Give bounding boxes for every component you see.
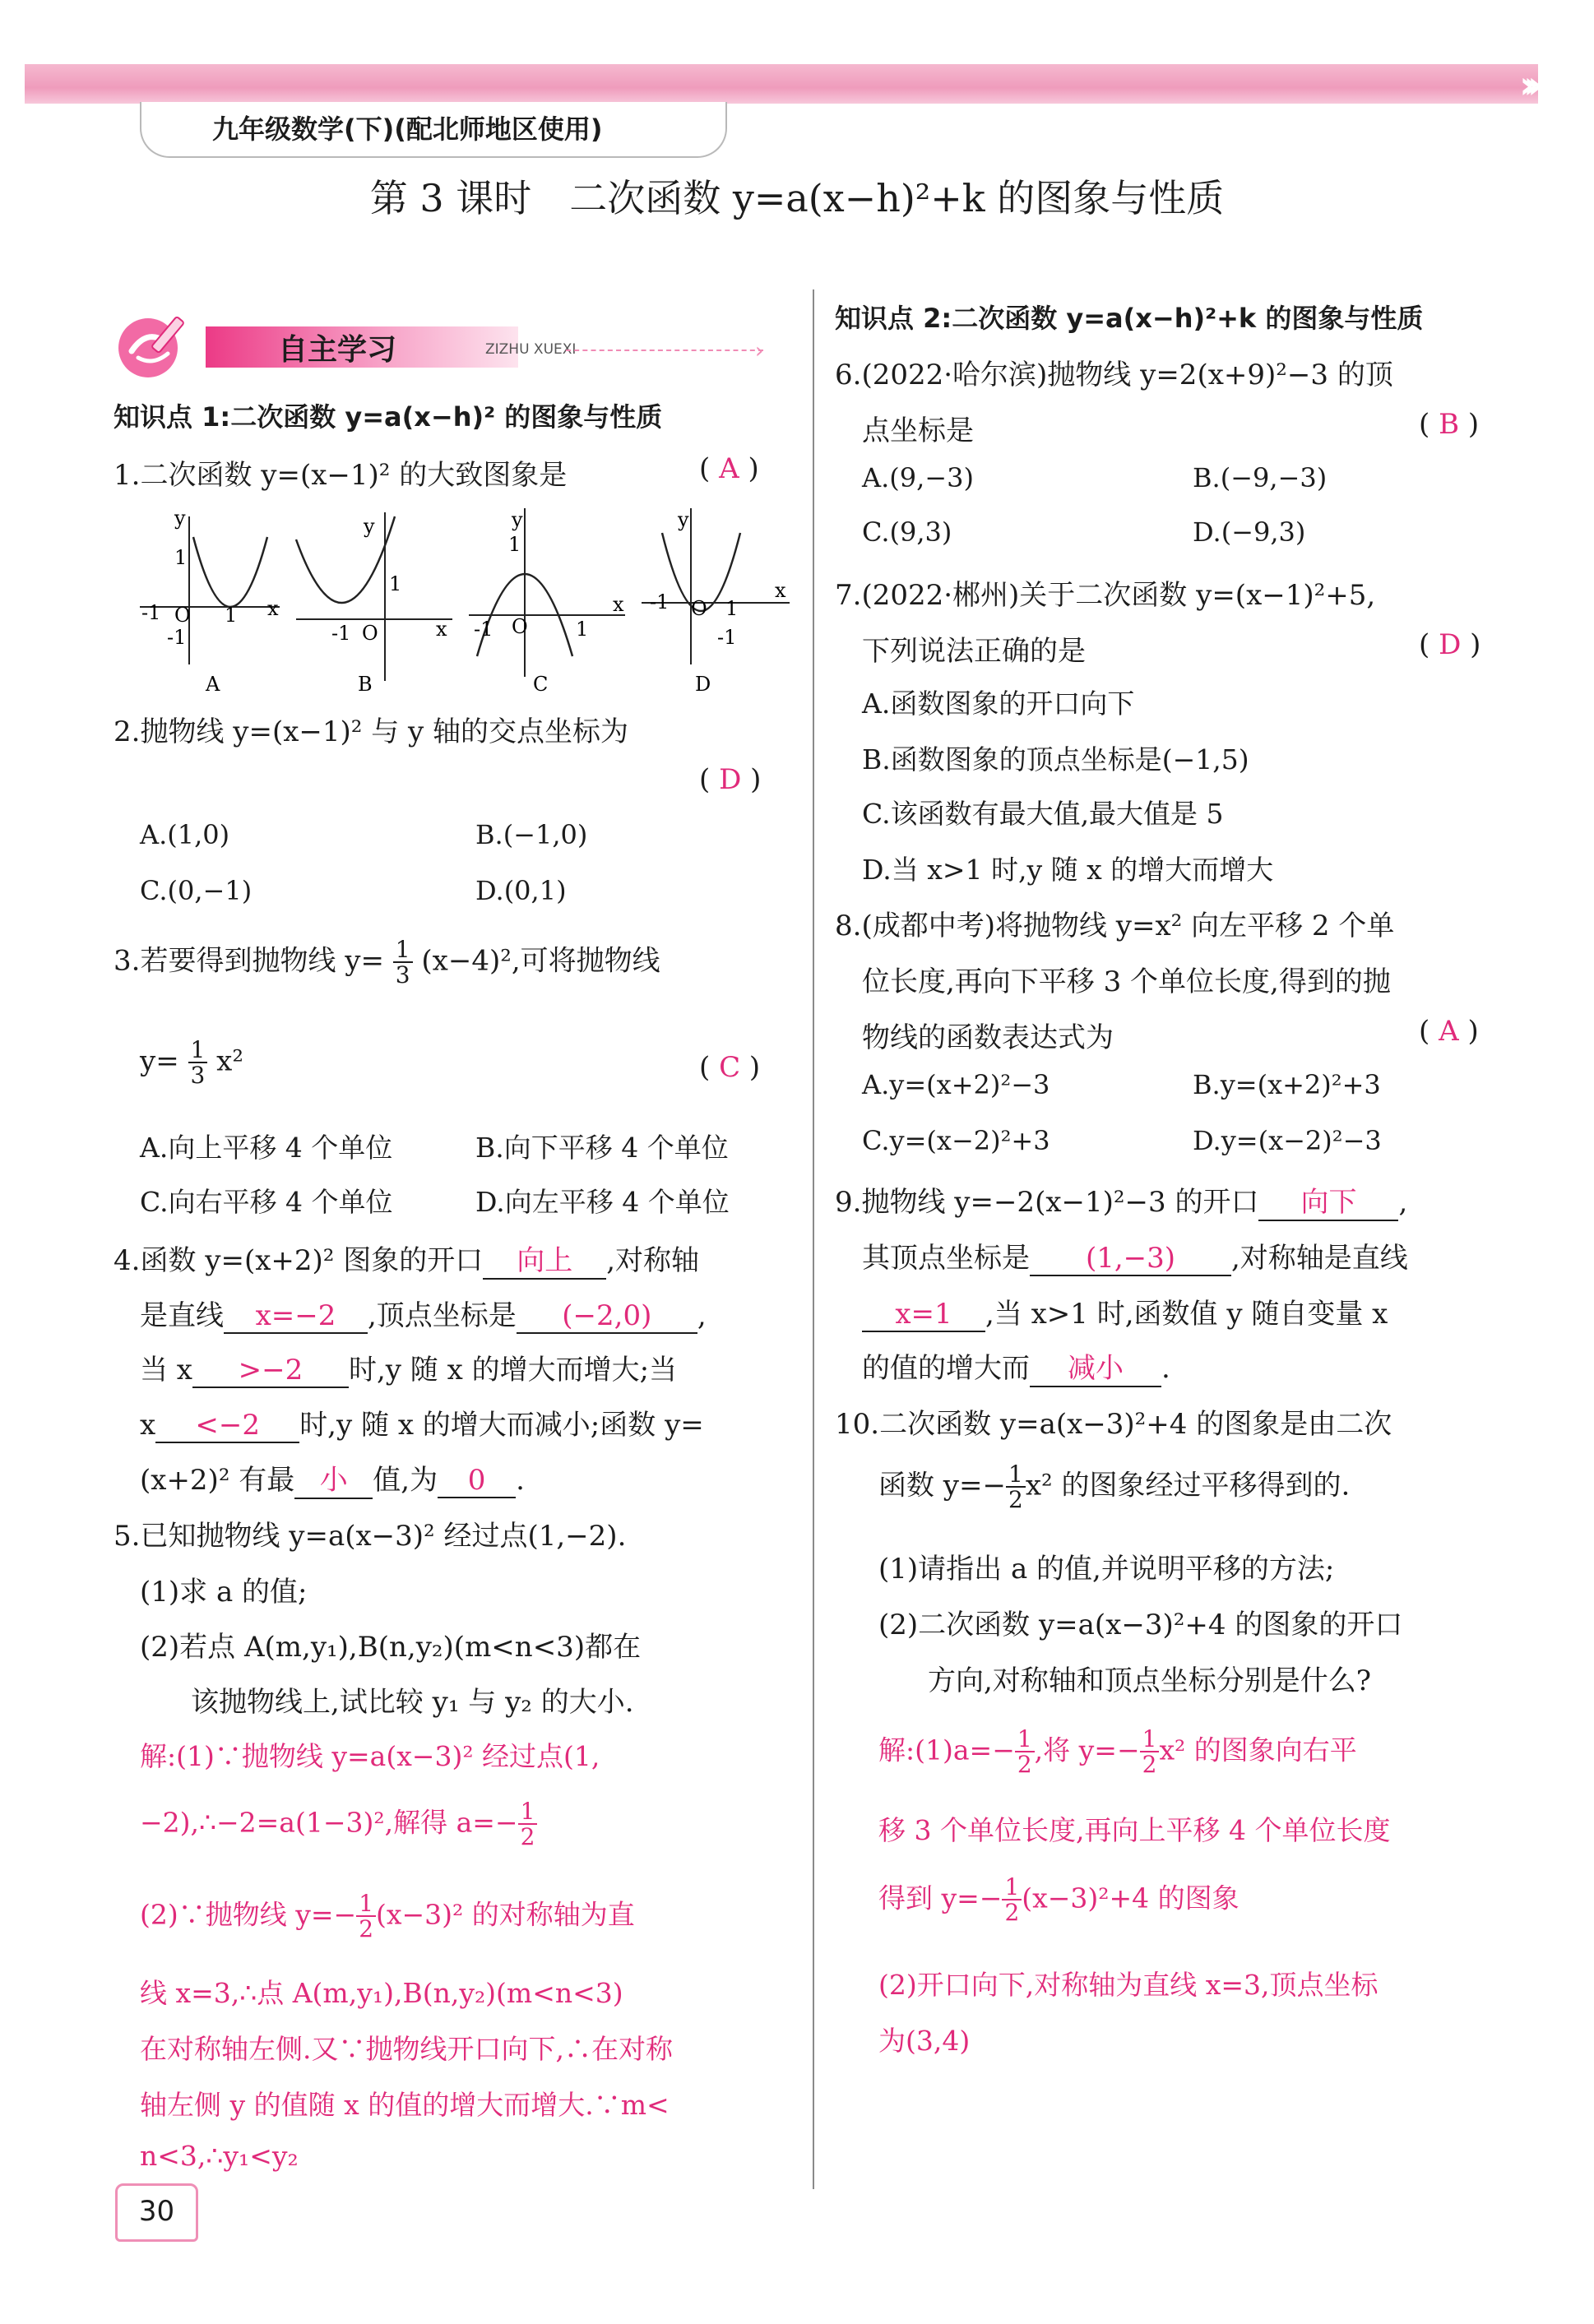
svg-text:1: 1 [725, 597, 739, 620]
q5-solution-2c: 线 x=3,∴点 A(m,y₁),B(n,y₂)(m<n<3) [140, 1977, 623, 2009]
q5-solution-2e: 轴左侧 y 的值随 x 的值的增大而增大.∵m< [140, 2089, 670, 2121]
header-band [25, 62, 1538, 107]
q5-sub2a: (2)若点 A(m,y₁),B(n,y₂)(m<n<3)都在 [140, 1631, 642, 1664]
knowledge-point-2: 知识点 2:二次函数 y=a(x−h)²+k 的图象与性质 [835, 303, 1424, 334]
q7-stem-b: 下列说法正确的是 [862, 635, 1086, 668]
q10-sub2b: 方向,对称轴和顶点坐标分别是什么? [928, 1664, 1372, 1697]
q8-option-b: B.y=(x+2)²+3 [1193, 1069, 1381, 1100]
svg-text:-1: -1 [650, 590, 670, 613]
q6-stem-b: 点坐标是 [862, 414, 974, 447]
q8-option-a: A.y=(x+2)²−3 [862, 1069, 1050, 1100]
q5-solution-1b: −2),∴−2=a(1−3)²,解得 a=− $\frac{1}{2}$ [140, 1799, 537, 1849]
q10-fraction: $\frac{1}{2}$ [1006, 1462, 1026, 1512]
svg-text:-1: -1 [717, 626, 737, 649]
q8-option-d: D.y=(x−2)²−3 [1193, 1125, 1382, 1156]
q10-stem-b: 函数 y=− $\frac{1}{2}$ x² 的图象经过平移得到的. [878, 1461, 1351, 1514]
q6-stem-a: 6.(2022·哈尔滨)抛物线 y=2(x+9)²−3 的顶 [835, 359, 1393, 391]
q10-solution-1e: 得到 y=− $\frac{1}{2}$ (x−3)²+4 的图象 [878, 1873, 1240, 1927]
section-banner [114, 308, 764, 382]
q8-stem-c: 物线的函数表达式为 [862, 1021, 1114, 1054]
q3-answer: C [719, 1051, 741, 1084]
section-subtitle: ZIZHU XUEXI [485, 341, 577, 358]
q10-sub2a: (2)二次函数 y=a(x−3)²+4 的图象的开口 [878, 1609, 1403, 1641]
q3-option-d: D.向左平移 4 个单位 [475, 1186, 730, 1218]
q2-option-c: C.(0,−1) [140, 875, 253, 906]
q10-solution-fraction-3: $\frac{1}{2}$ [1002, 1875, 1022, 1925]
q10-solution-fraction-1: $\frac{1}{2}$ [1015, 1727, 1035, 1777]
svg-text:O: O [174, 604, 191, 627]
pencil-badge-icon [114, 308, 196, 382]
q3-stem [114, 937, 660, 988]
q6-answer-bracket: ( B ) [1419, 408, 1480, 441]
q10-solution-2b: 为(3,4) [878, 2025, 971, 2057]
graph-label-c: C [533, 673, 549, 696]
dashed-arrow [566, 350, 763, 351]
q7-option-c: C.该函数有最大值,最大值是 5 [862, 798, 1224, 830]
q3-option-c: C.向右平移 4 个单位 [140, 1186, 393, 1218]
graph-d [642, 508, 790, 696]
svg-text:x: x [267, 597, 279, 620]
q4-line3: 当 x >−2 时,y 随 x 的增大而增大;当 [140, 1354, 678, 1387]
graph-label-d: D [695, 673, 711, 696]
svg-text:1: 1 [576, 618, 589, 641]
svg-text:O: O [691, 597, 707, 620]
book-title: 九年级数学(下)(配北师地区使用) [212, 113, 603, 145]
q10-solution-1d: 移 3 个单位长度,再向上平移 4 个单位长度 [878, 1814, 1391, 1846]
svg-text:x: x [436, 618, 447, 641]
q8-stem-a: 8.(成都中考)将抛物线 y=x² 向左平移 2 个单 [835, 910, 1395, 942]
graph-a [140, 507, 280, 696]
q9-line4: 的值的增大而 减小 . [862, 1345, 1170, 1387]
q8-option-c: C.y=(x−2)²+3 [862, 1125, 1050, 1156]
q2-option-a: A.(1,0) [140, 819, 230, 850]
svg-text:-1: -1 [141, 601, 161, 624]
graph-label-b: B [358, 673, 373, 696]
q2-option-b: B.(−1,0) [475, 819, 588, 850]
q3-fraction-2: $\frac{1}{3}$ [188, 1038, 208, 1088]
q4-blank-opening: 向上 [483, 1238, 606, 1280]
q4-blank-value: 0 [438, 1464, 516, 1498]
q5-solution-2f: n<3,∴y₁<y₂ [140, 2140, 299, 2172]
q2-option-d: D.(0,1) [475, 875, 567, 906]
svg-text:-1: -1 [167, 626, 187, 649]
svg-text:x: x [775, 579, 786, 602]
svg-text:1: 1 [389, 572, 402, 595]
q10-sub1: (1)请指出 a 的值,并说明平移的方法; [878, 1553, 1335, 1586]
q5-sub1: (1)求 a 的值; [140, 1576, 308, 1609]
q8-answer: A [1439, 1015, 1459, 1048]
q5-solution-1a: 解:(1)∵抛物线 y=a(x−3)² 经过点(1, [140, 1740, 600, 1772]
knowledge-point-1: 知识点 1:二次函数 y=a(x−h)² 的图象与性质 [114, 401, 663, 433]
q10-solution-1a: 解:(1)a=− $\frac{1}{2}$ ,将 y=− $\frac{1}{2}$ x² 的图象向右平 [878, 1725, 1357, 1779]
q6-answer: B [1439, 408, 1460, 441]
q7-answer-bracket: ( D ) [1419, 628, 1481, 661]
q3-answer-bracket: ( C ) [699, 1051, 761, 1084]
graph-b [296, 512, 452, 696]
q9-line2: 其顶点坐标是 (1,−3) ,对称轴是直线 [862, 1242, 1408, 1275]
q3-option-b: B.向下平移 4 个单位 [475, 1132, 729, 1164]
q9-blank-vertex: (1,−3) [1030, 1242, 1231, 1276]
svg-text:O: O [362, 622, 378, 645]
svg-text:1: 1 [225, 604, 238, 627]
q2-answer: D [719, 763, 742, 796]
q5-stem: 5.已知抛物线 y=a(x−3)² 经过点(1,−2). [114, 1520, 627, 1553]
q10-stem-a: 10.二次函数 y=a(x−3)²+4 的图象是由二次 [835, 1408, 1392, 1441]
chevron-arrows-icon: ››› [1519, 62, 1531, 107]
q3-line2: y= $\frac{1}{3}$ x² [140, 1036, 243, 1090]
q5-solution-2d: 在对称轴左侧.又∵抛物线开口向下,∴在对称 [140, 2033, 673, 2065]
q3-stem-b: (x−4)²,可将抛物线 [421, 944, 660, 978]
q4-blank-increase: >−2 [192, 1354, 349, 1388]
svg-text:-1: -1 [474, 618, 493, 641]
q1-answer-bracket: ( A ) [699, 452, 759, 485]
q4-blank-axis: x=−2 [224, 1299, 368, 1334]
q4-line5: (x+2)² 有最 小 值,为 0 . [140, 1457, 525, 1499]
q4-line1: 4.函数 y=(x+2)² 图象的开口 向上 ,对称轴 [114, 1238, 699, 1280]
svg-text:O: O [512, 615, 528, 638]
q1-stem: 1.二次函数 y=(x−1)² 的大致图象是 [114, 459, 568, 492]
graph-c [469, 508, 625, 696]
q6-option-c: C.(9,3) [862, 516, 952, 548]
q5-fraction-2: $\frac{1}{2}$ [356, 1891, 376, 1942]
q4-blank-decrease: <−2 [155, 1409, 299, 1443]
q2-answer-bracket: ( D ) [699, 763, 762, 796]
svg-text:1: 1 [508, 533, 521, 556]
q2-stem: 2.抛物线 y=(x−1)² 与 y 轴的交点坐标为 [114, 715, 629, 748]
q3-stem-a: 3.若要得到抛物线 y= [114, 944, 384, 978]
q9-blank-trend: 减小 [1030, 1345, 1161, 1387]
q9-line3: x=1 ,当 x>1 时,函数值 y 随自变量 x [862, 1291, 1388, 1332]
q9-blank-opening: 向下 [1258, 1179, 1398, 1221]
page-number: 30 [115, 2183, 198, 2242]
svg-text:x: x [613, 593, 624, 616]
svg-text:-1: -1 [331, 622, 351, 645]
q8-answer-bracket: ( A ) [1419, 1015, 1479, 1048]
q4-line4: x <−2 时,y 随 x 的增大而减小;函数 y= [140, 1409, 704, 1442]
q1-graphs [132, 500, 790, 697]
q10-solution-fraction-2: $\frac{1}{2}$ [1140, 1727, 1160, 1777]
svg-text:y: y [678, 508, 689, 531]
svg-text:y: y [512, 508, 523, 531]
q5-sub2b: 该抛物线上,试比较 y₁ 与 y₂ 的大小. [191, 1686, 634, 1719]
q5-solution-2a: (2)∵抛物线 y=− $\frac{1}{2}$ (x−3)² 的对称轴为直 [140, 1890, 635, 1943]
lesson-title: 第 3 课时 二次函数 y=a(x−h)²+k 的图象与性质 [369, 176, 1225, 220]
q6-option-a: A.(9,−3) [862, 462, 974, 493]
svg-text:y: y [364, 515, 375, 538]
q4-blank-min: 小 [294, 1457, 373, 1499]
q3-option-a: A.向上平移 4 个单位 [140, 1132, 393, 1164]
q1-answer: A [719, 452, 739, 485]
q7-stem-a: 7.(2022·郴州)关于二次函数 y=(x−1)²+5, [835, 579, 1376, 612]
q7-option-a: A.函数图象的开口向下 [862, 687, 1135, 720]
q8-stem-b: 位长度,再向下平移 3 个单位长度,得到的抛 [862, 965, 1391, 998]
q3-fraction: $\frac{1}{3}$ [393, 937, 413, 988]
q6-option-b: B.(−9,−3) [1193, 462, 1328, 493]
section-title: 自主学习 [278, 333, 397, 367]
q10-solution-2a: (2)开口向下,对称轴为直线 x=3,顶点坐标 [878, 1969, 1379, 2001]
q4-blank-vertex: (−2,0) [517, 1299, 697, 1334]
q7-option-d: D.当 x>1 时,y 随 x 的增大而增大 [862, 854, 1274, 886]
q7-option-b: B.函数图象的顶点坐标是(−1,5) [862, 743, 1249, 775]
arrow-right-icon: › [755, 339, 764, 363]
q7-answer: D [1439, 628, 1462, 661]
q4-line2: 是直线 x=−2 ,顶点坐标是 (−2,0) , [140, 1299, 707, 1332]
q9-blank-axis: x=1 [862, 1298, 985, 1332]
q9-line1: 9.抛物线 y=−2(x−1)²−3 的开口 向下 , [835, 1179, 1407, 1221]
svg-text:y: y [174, 507, 186, 530]
svg-text:1: 1 [174, 546, 188, 569]
q5-fraction-1: $\frac{1}{2}$ [518, 1799, 538, 1849]
graph-label-a: A [206, 673, 220, 696]
q6-option-d: D.(−9,3) [1193, 516, 1306, 548]
column-divider [813, 289, 814, 2189]
